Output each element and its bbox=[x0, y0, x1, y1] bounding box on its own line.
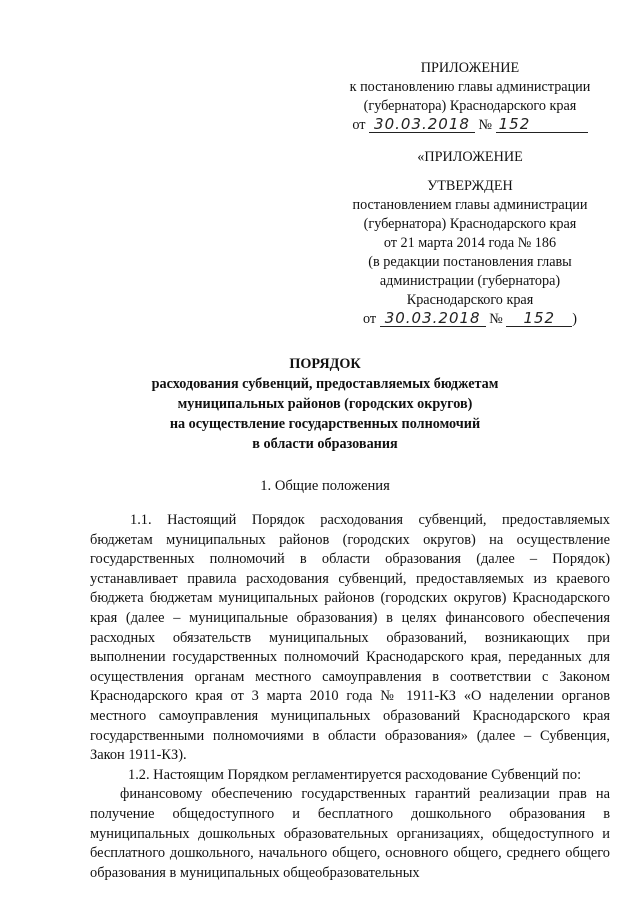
paragraph-1-1: 1.1. Настоящий Порядок расходования субвенций, предоставляемых бюджетам муниципальных районов (городских округов) на осуществление государственных полномочий в области образования (далее – Порядок) устанавливает правила расходования субвенций, предоставляемых из краевого бюджета бюджетам муниципальных районов (городских округов) Краснодарского края (далее – муниципальные образования) в целях финансового обеспечения расходных обязательств муниципальных образований, возникающих при выполнении государственных полномочий Краснодарского края, переданных для осуществления органам местного самоуправления в соответствии с Законом Краснодарского края от 3 марта 2010 года № 1911-КЗ «О наделении органов местного самоуправления муниципальных образований Краснодарского края государственными полномочиями в области образования» (далее – Субвенция, Закон 1911-КЗ). bbox=[90, 512, 610, 764]
approved-title: УТВЕРЖДЕН bbox=[427, 178, 513, 194]
appendix-line-1: к постановлению главы администрации bbox=[349, 79, 591, 95]
inner-appendix-header bbox=[330, 148, 610, 167]
title-line-1: ПОРЯДОК bbox=[289, 356, 361, 372]
handwritten-number: 152 bbox=[496, 116, 588, 133]
handwritten-number: 152 bbox=[506, 310, 572, 327]
appendix-title: ПРИЛОЖЕНИЕ bbox=[420, 60, 520, 76]
approved-line-2: (губернатора) Краснодарского края bbox=[363, 216, 577, 232]
document-title bbox=[60, 354, 590, 454]
approved-line-6: Краснодарского края bbox=[406, 292, 534, 308]
inner-appendix-title: «ПРИЛОЖЕНИЕ bbox=[417, 149, 523, 165]
approved-line-5: администрации (губернатора) bbox=[379, 273, 561, 289]
section-heading: 1. Общие положения bbox=[260, 478, 390, 494]
handwritten-date: 30.03.2018 bbox=[380, 310, 486, 327]
ref-prefix: от bbox=[352, 117, 366, 133]
ref-num-sign: № bbox=[478, 117, 493, 133]
ref-close-paren: ) bbox=[572, 311, 578, 327]
paragraph-1-2: 1.2. Настоящим Порядком регламентируется расходование Субвенций по: bbox=[128, 766, 582, 783]
handwritten-date: 30.03.2018 bbox=[369, 116, 475, 133]
title-line-4: на осуществление государственных полномочий bbox=[169, 416, 481, 432]
approved-block bbox=[330, 177, 610, 329]
approved-line-4: (в редакции постановления главы bbox=[368, 254, 572, 270]
ref-prefix: от bbox=[362, 311, 377, 327]
appendix-header bbox=[330, 59, 610, 135]
approved-line-3: от 21 марта 2014 года № 186 bbox=[383, 235, 557, 251]
approved-reference bbox=[330, 310, 610, 329]
body-text bbox=[90, 511, 610, 883]
title-line-5: в области образования bbox=[252, 436, 398, 452]
ref-num-sign: № bbox=[489, 311, 503, 327]
paragraph-1-2-item: финансовому обеспечению государственных гарантий реализации прав на получение общедоступного и бесплатного дошкольного образования в муниципальных дошкольных образовательных организациях, общедоступного и бесплатного дошкольного, начального общего, основного общего, среднего общего образования в муниципальных общеобразовательных bbox=[90, 786, 610, 881]
title-line-3: муниципальных районов (городских округов) bbox=[177, 396, 473, 412]
approved-line-1: постановлением главы администрации bbox=[352, 197, 588, 213]
title-line-2: расходования субвенций, предоставляемых бюджетам bbox=[151, 376, 499, 392]
appendix-reference bbox=[330, 116, 610, 135]
appendix-line-2: (губернатора) Краснодарского края bbox=[363, 98, 577, 114]
